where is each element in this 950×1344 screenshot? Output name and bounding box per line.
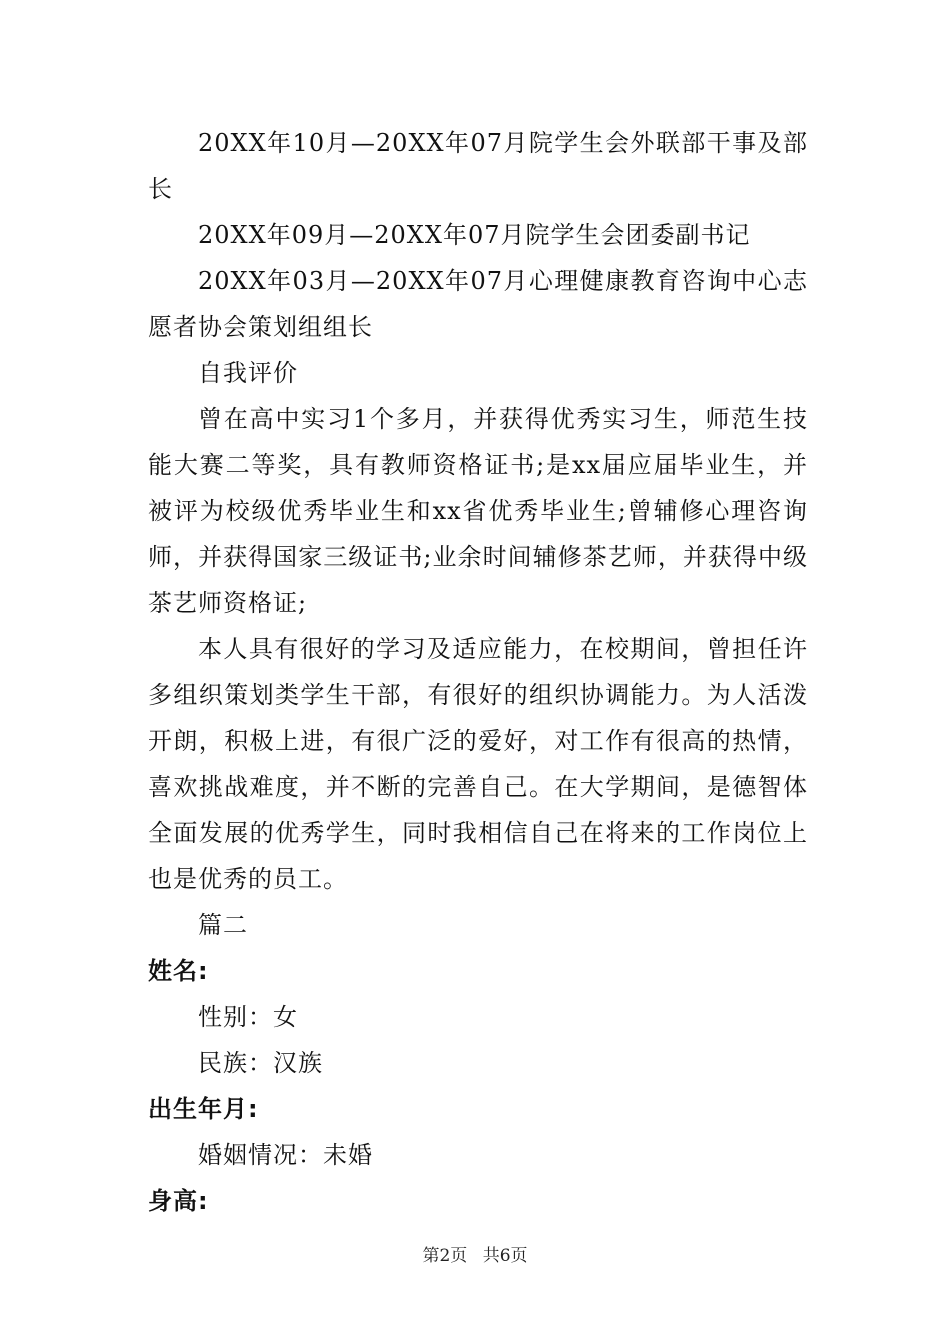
self-eval-paragraph-2: 本人具有很好的学习及适应能力，在校期间，曾担任许多组织策划类学生干部，有很好的组织协调能力。为人活泼开朗，积极上进，有很广泛的爱好，对工作有很高的热情，喜欢挑战难度，并不断的完善自己。在大学期间，是德智体全面发展的优秀学生，同时我相信自己在将来的工作岗位上也是优秀的员工。	[148, 635, 808, 893]
self-eval-paragraph-1: 曾在高中实习1个多月，并获得优秀实习生，师范生技能大赛二等奖，具有教师资格证书;是xx届应届毕业生，并被评为校级优秀毕业生和xx省优秀毕业生;曾辅修心理咨询师，并获得国家三级证书;业余时间辅修茶艺师，并获得中级茶艺师资格证;	[148, 405, 808, 617]
height-label: 身高:	[148, 1187, 209, 1215]
page-number: 第2页	[422, 1246, 468, 1266]
gender-field: 性别：女	[198, 1003, 298, 1031]
document-body	[148, 120, 808, 1224]
page-total: 共6页	[482, 1246, 528, 1266]
experience-item-2: 20XX年09月—20XX年07月院学生会团委副书记	[198, 221, 751, 249]
section-heading: 篇二	[198, 911, 248, 939]
experience-item-1: 20XX年10月—20XX年07月院学生会外联部干事及部长	[148, 129, 808, 203]
name-label: 姓名:	[148, 957, 209, 985]
birth-label: 出生年月:	[148, 1095, 259, 1123]
page-footer	[0, 1241, 950, 1266]
ethnicity-field: 民族：汉族	[198, 1049, 323, 1077]
self-eval-heading: 自我评价	[198, 359, 298, 387]
experience-item-3: 20XX年03月—20XX年07月心理健康教育咨询中心志愿者协会策划组组长	[148, 267, 808, 341]
marital-field: 婚姻情况：未婚	[198, 1141, 373, 1169]
